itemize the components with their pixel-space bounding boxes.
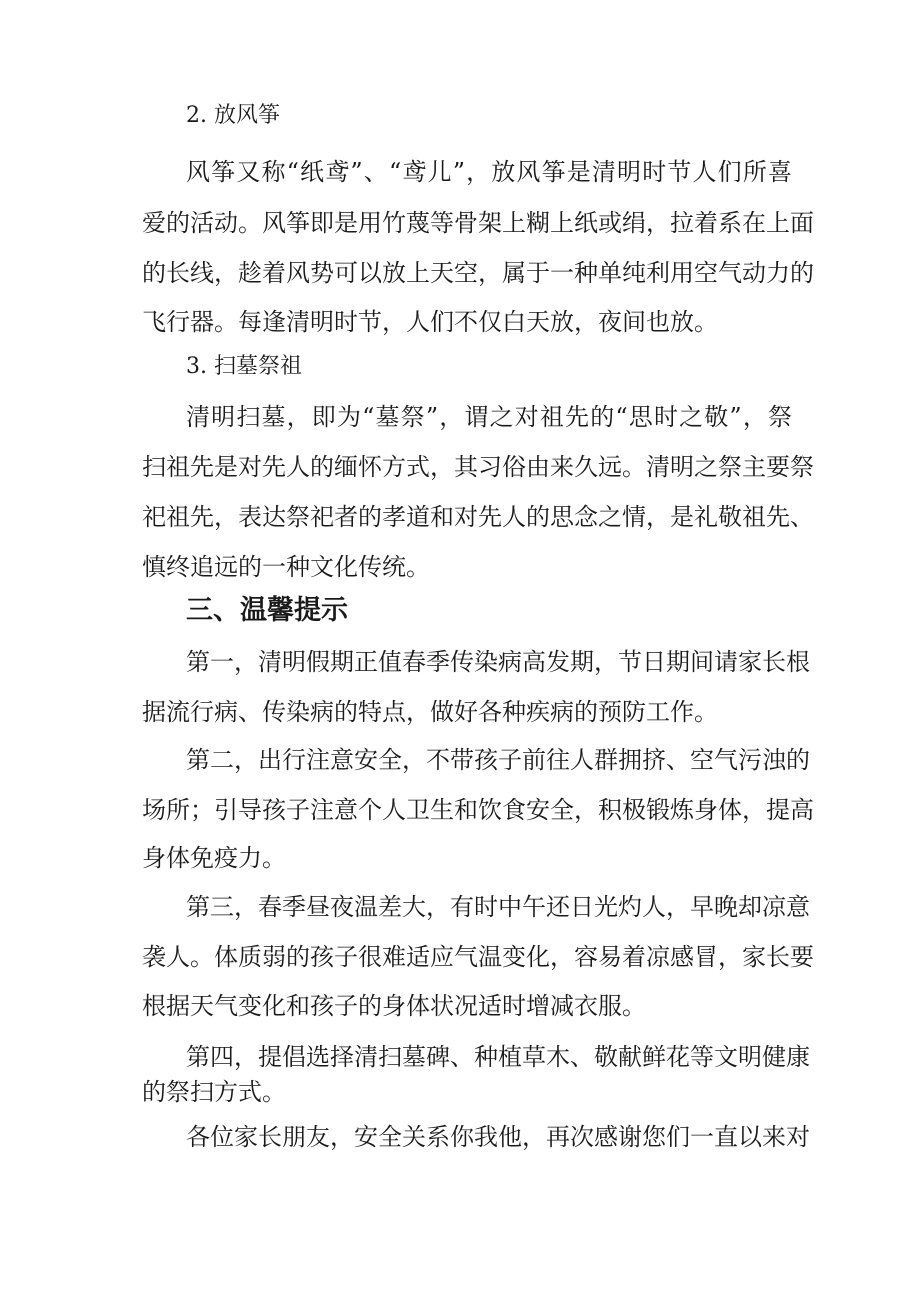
- paragraph-line: 的长线，趁着风势可以放上天空，属于一种单纯利用空气动力的: [142, 259, 814, 287]
- paragraph-line: 扫祖先是对先人的缅怀方式，其习俗由来久远。清明之祭主要祭: [142, 453, 814, 481]
- paragraph-line: 风筝又称“纸鸢”、“鸢儿”，放风筝是清明时节人们所喜: [186, 158, 792, 186]
- paragraph-line: 的祭扫方式。: [142, 1078, 286, 1106]
- paragraph-line: 第四，提倡选择清扫墓碑、种植草木、敬献鲜花等文明健康: [186, 1043, 810, 1071]
- paragraph-line: 身体免疫力。: [142, 844, 286, 872]
- paragraph-line: 祀祖先，表达祭祀者的孝道和对先人的思念之情，是礼敬祖先、: [142, 503, 814, 531]
- paragraph-line: 爱的活动。风筝即是用竹蔑等骨架上糊上纸或绢，拉着系在上面: [142, 209, 814, 237]
- paragraph-line: 场所；引导孩子注意个人卫生和饮食安全，积极锻炼身体，提高: [142, 796, 814, 824]
- subsection-title-kite: 2. 放风筝: [186, 103, 280, 128]
- paragraph-line: 第一，清明假期正值春季传染病高发期，节日期间请家长根: [186, 648, 810, 676]
- paragraph-line: 各位家长朋友，安全关系你我他，再次感谢您们一直以来对: [186, 1123, 810, 1151]
- paragraph-line: 据流行病、传染病的特点，做好各种疾病的预防工作。: [142, 698, 718, 726]
- subsection-title-tomb: 3. 扫墓祭祖: [186, 354, 302, 379]
- paragraph-line: 清明扫墓，即为“墓祭”，谓之对祖先的“思时之敬”，祭: [186, 403, 792, 431]
- paragraph-line: 袭人。体质弱的孩子很难适应气温变化，容易着凉感冒，家长要: [142, 943, 814, 971]
- paragraph-line: 根据天气变化和孩子的身体状况适时增减衣服。: [142, 992, 646, 1020]
- section-heading-tips: 三、温馨提示: [186, 595, 348, 626]
- paragraph-line: 慎终追远的一种文化传统。: [142, 553, 430, 581]
- paragraph-line: 第三，春季昼夜温差大，有时中午还日光灼人，早晚却凉意: [186, 893, 810, 921]
- paragraph-line: 第二，出行注意安全，不带孩子前往人群拥挤、空气污浊的: [186, 746, 810, 774]
- paragraph-line: 飞行器。每逢清明时节，人们不仅白天放，夜间也放。: [142, 308, 718, 336]
